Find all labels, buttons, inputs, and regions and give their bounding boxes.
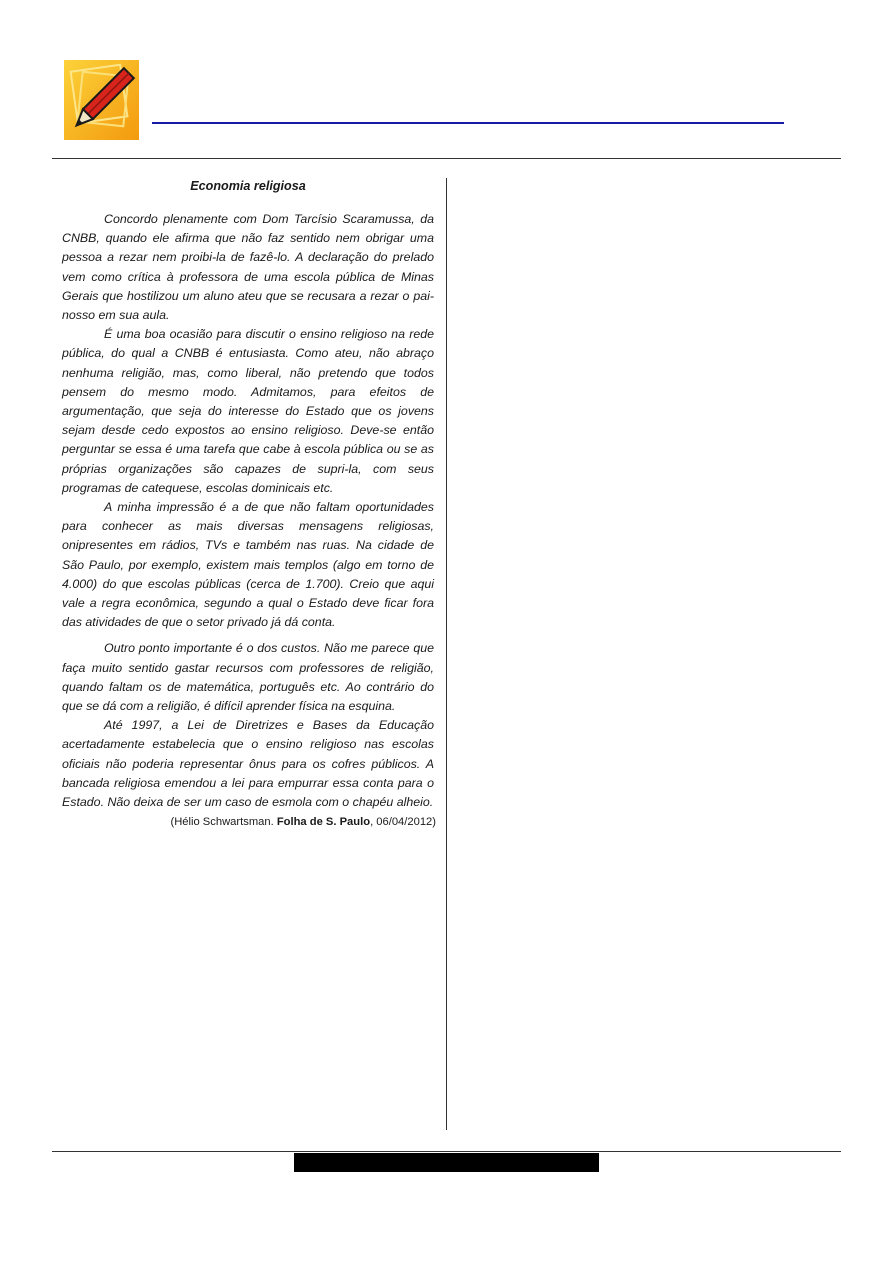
article-column <box>62 176 434 831</box>
header-rule <box>152 122 784 124</box>
article-paragraph: Outro ponto importante é o dos custos. Não me parece que faça muito sentido gastar recursos com professores de religião, quando faltam os de matemática, português etc. Ao contrário do que se dá com a religião, é difícil aprender física na esquina. <box>62 641 434 714</box>
source-publication: Folha de S. Paulo <box>276 816 371 829</box>
article-paragraph: Até 1997, a Lei de Diretrizes e Bases da Educação acertadamente estabelecia que o ensino religioso nas escolas oficiais não poderia representar ônus para os cofres públicos. A bancada religiosa emendou a lei para empurrar essa conta para o Estado. Não deixa de ser um caso de esmola com o chapéu alheio. <box>62 718 434 810</box>
footer-bar <box>294 1153 599 1172</box>
column-divider <box>446 178 447 1130</box>
article-paragraph: A minha impressão é a de que não faltam oportunidades para conhecer as mais diversas mensagens religiosas, onipresentes em rádios, TVs e também nas ruas. Na cidade de São Paulo, por exemplo, existem mais templos (algo em torno de 4.000) do que escolas públicas (cerca de 1.700). Creio que aqui vale a regra econômica, segundo a qual o Estado deve ficar fora das atividades de que o setor privado já dá conta. <box>62 500 434 630</box>
pencil-logo-icon <box>64 60 139 140</box>
source-date: , 06/04/2012) <box>370 816 436 829</box>
bottom-rule <box>52 1151 841 1152</box>
article-paragraph: Concordo plenamente com Dom Tarcísio Scaramussa, da CNBB, quando ele afirma que não faz sentido nem obrigar uma pessoa a rezar nem proibi-la de fazê-lo. A declaração do prelado vem como crítica à professora de uma escola pública de Minas Gerais que hostilizou um aluno ateu que se recusara a rezar o pai-nosso em sua aula. <box>62 212 434 323</box>
top-rule <box>52 158 841 159</box>
article-paragraph: É uma boa ocasião para discutir o ensino religioso na rede pública, do qual a CNBB é entusiasta. Como ateu, não abraço nenhuma religião, mas, como liberal, não pretendo que todos pensem do mesmo modo. Admitamos, para efeitos de argumentação, que seja do interesse do Estado que os jovens sejam desde cedo expostos ao ensino religioso. Deve-se então perguntar se essa é uma tarefa que cabe à escola pública ou se as próprias organizações são capazes de supri-la, com seus programas de catequese, escolas dominicais etc. <box>62 327 434 495</box>
article-source <box>62 813 436 831</box>
source-author: (Hélio Schwartsman. <box>170 816 277 829</box>
article-title: Economia religiosa <box>190 179 306 193</box>
